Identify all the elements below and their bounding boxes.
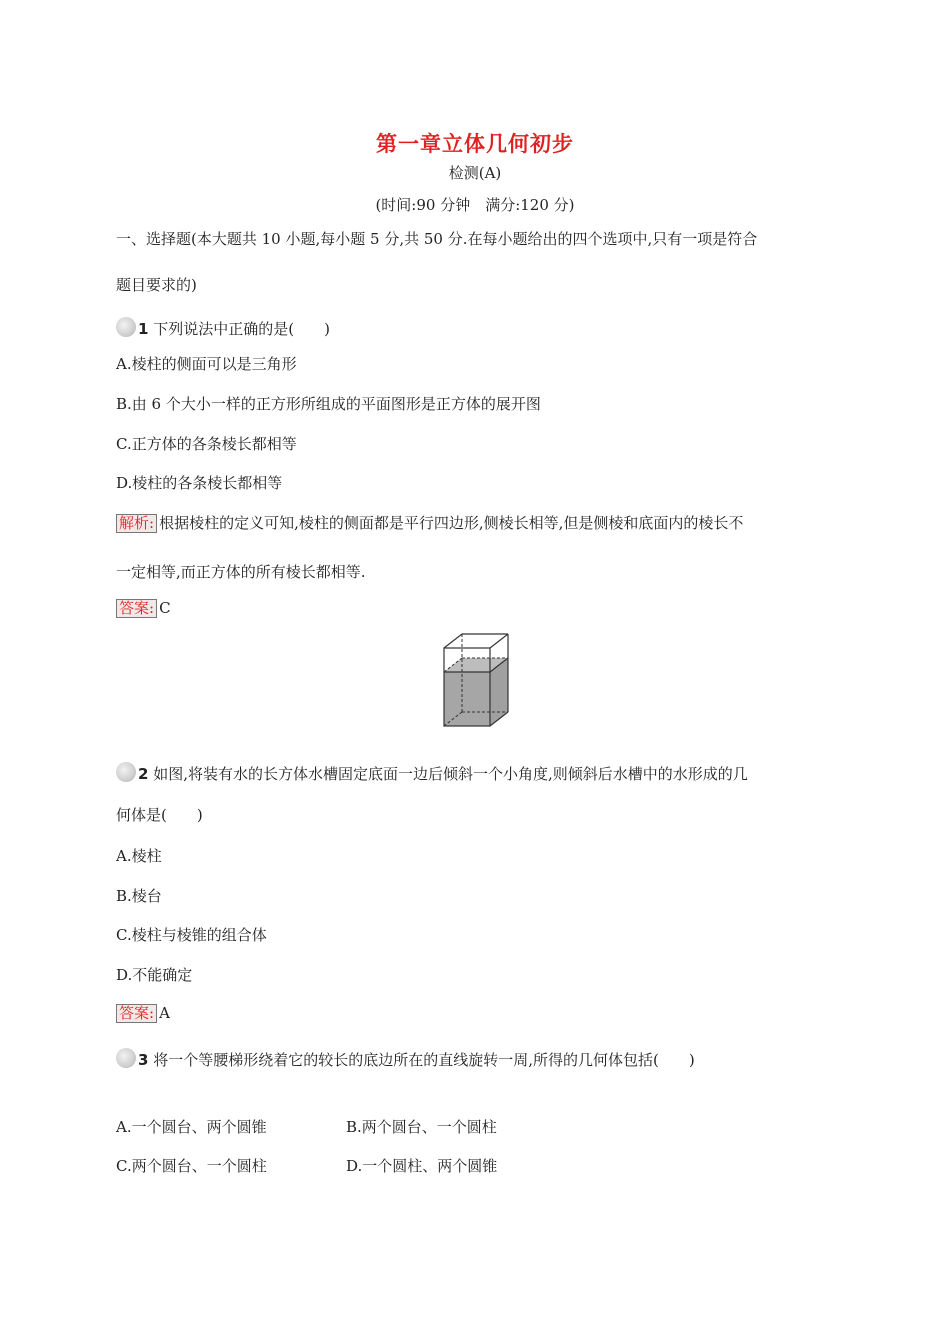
q2-option-a: A.棱柱 xyxy=(116,847,162,865)
q3-option-d: D.一个圆柱、两个圆锥 xyxy=(346,1157,498,1175)
question-3 xyxy=(116,1049,695,1071)
question-stem: 将一个等腰梯形绕着它的较长的底边所在的直线旋转一周,所得的几何体包括( ) xyxy=(153,1051,695,1069)
q2-option-b: B.棱台 xyxy=(116,887,162,905)
answer-label: 答案: xyxy=(116,1004,157,1023)
q1-option-c: C.正方体的各条棱长都相等 xyxy=(116,435,297,453)
question-2 xyxy=(116,763,748,785)
q3-option-b: B.两个圆台、一个圆柱 xyxy=(346,1118,497,1136)
question-stem: 下列说法中正确的是( ) xyxy=(153,320,330,338)
q1-analysis xyxy=(116,512,743,533)
question-marker-icon xyxy=(116,762,136,782)
analysis-label: 解析: xyxy=(116,514,157,533)
water-front-face xyxy=(444,672,490,726)
q1-option-d: D.棱柱的各条棱长都相等 xyxy=(116,474,283,492)
q2-option-c: C.棱柱与棱锥的组合体 xyxy=(116,926,267,944)
water-tank-figure xyxy=(440,632,510,728)
answer-value: A xyxy=(159,1004,170,1022)
question-stem-line2: 何体是( ) xyxy=(116,806,203,824)
exam-time-info: (时间:90 分钟 满分:120 分) xyxy=(375,196,575,214)
question-marker-icon xyxy=(116,317,136,337)
page-title: 第一章立体几何初步 xyxy=(376,132,574,156)
q1-option-a: A.棱柱的侧面可以是三角形 xyxy=(116,355,297,373)
question-stem-line1: 如图,将装有水的长方体水槽固定底面一边后倾斜一个小角度,则倾斜后水槽中的水形成的几 xyxy=(153,765,748,783)
answer-value: C xyxy=(159,599,171,617)
q3-option-a: A.一个圆台、两个圆锥 xyxy=(116,1118,267,1136)
answer-label: 答案: xyxy=(116,599,157,618)
page-subtitle: 检测(A) xyxy=(448,164,502,182)
question-number: 3 xyxy=(138,1051,149,1069)
question-1 xyxy=(116,318,330,340)
question-number: 2 xyxy=(138,765,149,783)
analysis-text-line2: 一定相等,而正方体的所有棱长都相等. xyxy=(116,563,366,581)
analysis-text-line1: 根据棱柱的定义可知,棱柱的侧面都是平行四边形,侧棱长相等,但是侧棱和底面内的棱长不 xyxy=(159,514,744,532)
question-marker-icon xyxy=(116,1048,136,1068)
q3-option-c: C.两个圆台、一个圆柱 xyxy=(116,1157,267,1175)
q3-options-row1 xyxy=(116,1116,497,1137)
q3-options-row2 xyxy=(116,1155,498,1176)
q2-option-d: D.不能确定 xyxy=(116,966,193,984)
question-number: 1 xyxy=(138,320,149,338)
section-instructions-line1: 一、选择题(本大题共 10 小题,每小题 5 分,共 50 分.在每小题给出的四个选项中,只有一项是符合 xyxy=(116,230,758,248)
q1-option-b: B.由 6 个大小一样的正方形所组成的平面图形是正方体的展开图 xyxy=(116,395,541,413)
q1-answer xyxy=(116,599,171,618)
section-instructions-line2: 题目要求的) xyxy=(116,276,197,294)
q2-answer xyxy=(116,1004,170,1023)
